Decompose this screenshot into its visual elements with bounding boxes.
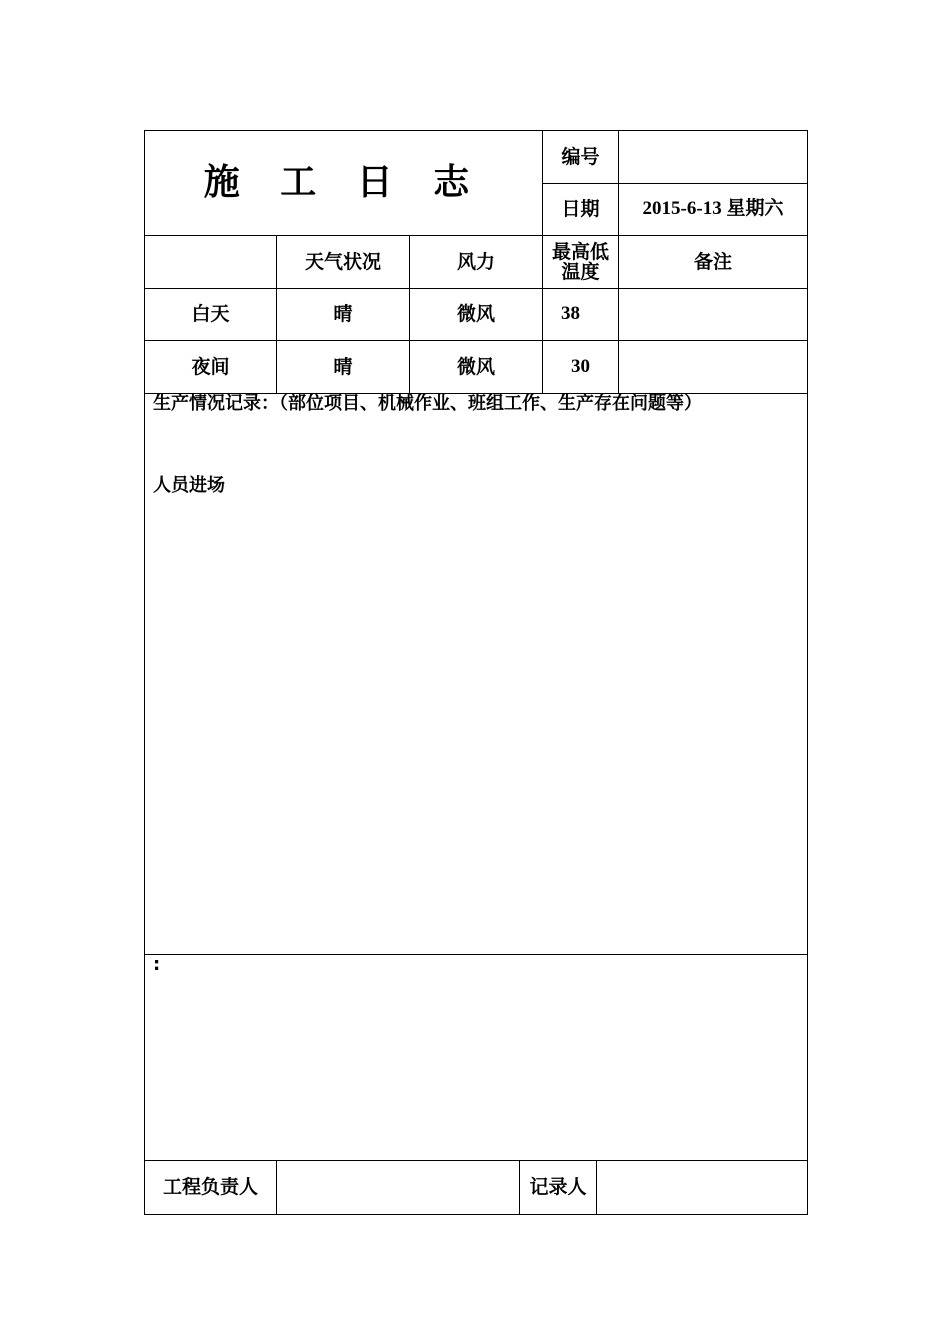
- table-row-day-note: [618, 288, 808, 341]
- production-record-section: [144, 393, 808, 955]
- number-value: [618, 130, 808, 184]
- production-record-heading: 生产情况记录：（部位项目、机械作业、班组工作、生产存在问题等）: [153, 393, 702, 414]
- column-header-temperature: [542, 235, 619, 289]
- date-value: 2015-6-13 星期六: [618, 183, 808, 236]
- other-record-label: :: [153, 954, 161, 975]
- table-row-day-wind: 微风: [409, 288, 543, 341]
- table-row-night-weather: 晴: [276, 340, 410, 394]
- engineer-value: [276, 1160, 520, 1215]
- recorder-label: 记录人: [519, 1160, 597, 1215]
- table-row-night-period: 夜间: [144, 340, 277, 394]
- other-record-section: [144, 954, 808, 1161]
- personnel-entry-label: 人员进场: [153, 475, 225, 496]
- number-label: 编号: [542, 130, 619, 184]
- engineer-label: 工程负责人: [144, 1160, 277, 1215]
- column-header-wind: 风力: [409, 235, 543, 289]
- column-header-period: [144, 235, 277, 289]
- table-row-day-temp: 38: [542, 288, 619, 341]
- recorder-value: [596, 1160, 808, 1215]
- table-row-night-wind: 微风: [409, 340, 543, 394]
- table-row-day-period: 白天: [144, 288, 277, 341]
- date-label: 日期: [542, 183, 619, 236]
- log-title: 施 工 日 志: [144, 130, 543, 236]
- table-row-night-temp: 30: [542, 340, 619, 394]
- column-header-temperature-text: 最高低温度: [551, 241, 609, 283]
- column-header-note: 备注: [618, 235, 808, 289]
- table-row-night-note: [618, 340, 808, 394]
- column-header-weather: 天气状况: [276, 235, 410, 289]
- table-row-day-weather: 晴: [276, 288, 410, 341]
